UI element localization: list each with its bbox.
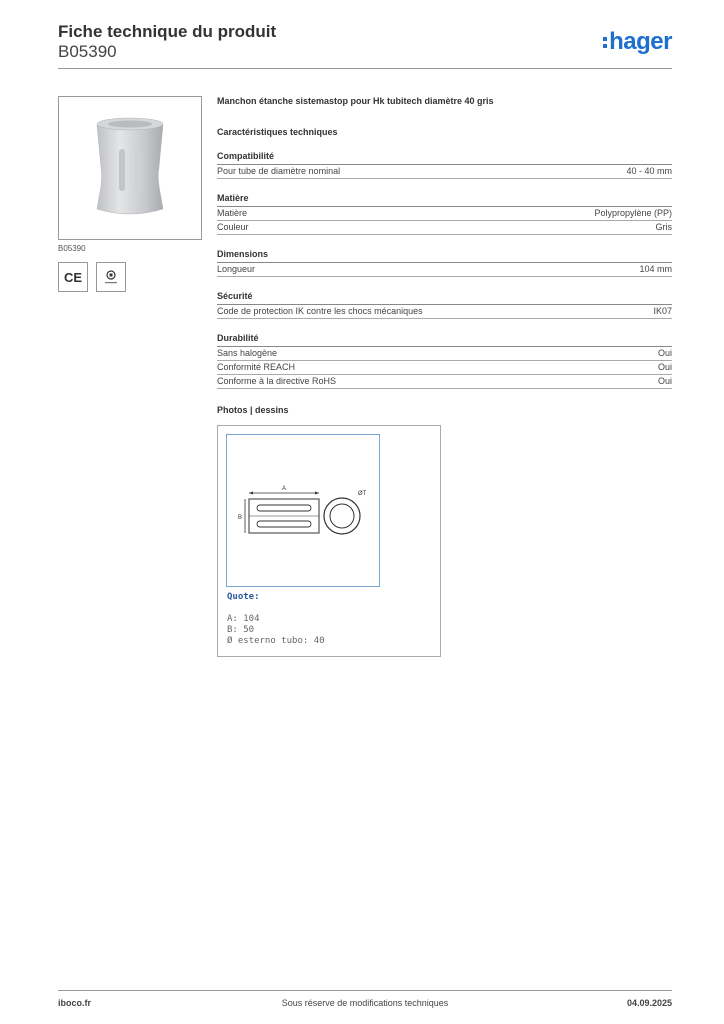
hager-logo bbox=[603, 28, 672, 56]
spec-group bbox=[217, 333, 672, 389]
logo-text: hager bbox=[609, 28, 672, 55]
dimension-drawing-icon bbox=[227, 435, 379, 586]
spec-value: IK07 bbox=[653, 306, 672, 316]
spec-group-title: Compatibilité bbox=[217, 151, 672, 165]
spec-row bbox=[217, 361, 672, 375]
spec-group bbox=[217, 291, 672, 319]
svg-text:B: B bbox=[237, 515, 243, 521]
sleeve-product-icon bbox=[59, 97, 201, 239]
spec-group-title: Matière bbox=[217, 193, 672, 207]
quote-line: Ø esterno tubo: 40 bbox=[227, 636, 325, 646]
spec-group bbox=[217, 193, 672, 235]
product-image bbox=[58, 96, 202, 240]
spec-value: Oui bbox=[657, 362, 672, 372]
footer-disclaimer: Sous réserve de modifications techniques bbox=[281, 998, 449, 1008]
spec-row bbox=[217, 165, 672, 179]
footer-site: iboco.fr bbox=[58, 998, 91, 1008]
spec-row bbox=[217, 221, 672, 235]
quote-line: B: 50 bbox=[227, 625, 255, 635]
document-header bbox=[58, 22, 276, 62]
spec-label: Couleur bbox=[217, 222, 249, 232]
footer-divider bbox=[58, 990, 672, 991]
spec-value: Polypropylène (PP) bbox=[594, 208, 672, 218]
product-image-caption: B05390 bbox=[58, 244, 86, 253]
drawing-frame bbox=[226, 434, 380, 587]
spec-group-title: Sécurité bbox=[217, 291, 672, 305]
spec-row bbox=[217, 263, 672, 277]
photos-heading: Photos | dessins bbox=[217, 405, 289, 415]
spec-row bbox=[217, 207, 672, 221]
spec-row bbox=[217, 347, 672, 361]
product-reference: B05390 bbox=[58, 42, 117, 61]
header-divider bbox=[58, 68, 672, 69]
spec-value: Gris bbox=[655, 222, 672, 232]
spec-group-title: Dimensions bbox=[217, 249, 672, 263]
spec-value: 40 - 40 mm bbox=[626, 166, 672, 176]
spec-label: Longueur bbox=[217, 264, 256, 274]
document-title: Fiche technique du produit bbox=[58, 22, 277, 41]
svg-text:ØT: ØT bbox=[358, 491, 367, 497]
footer-date: 04.09.2025 bbox=[626, 998, 672, 1008]
spec-group bbox=[217, 249, 672, 277]
spec-row bbox=[217, 375, 672, 389]
spec-label: Sans halogène bbox=[217, 348, 278, 358]
spec-value: Oui bbox=[657, 376, 672, 386]
spec-label: Matière bbox=[217, 208, 248, 218]
specs-heading: Caractéristiques techniques bbox=[217, 127, 338, 137]
ce-mark-icon: CE bbox=[58, 262, 88, 292]
spec-label: Pour tube de diamètre nominal bbox=[217, 166, 341, 176]
svg-text:A: A bbox=[281, 486, 287, 492]
spec-group bbox=[217, 151, 672, 179]
product-details bbox=[217, 96, 672, 389]
product-title: Manchon étanche sistemastop pour Hk tubitech diamètre 40 gris bbox=[217, 96, 494, 106]
enec-mark-icon bbox=[96, 262, 126, 292]
technical-drawing bbox=[217, 425, 441, 657]
spec-label: Conformité REACH bbox=[217, 362, 296, 372]
quote-line: A: 104 bbox=[227, 614, 260, 624]
spec-group-title: Durabilité bbox=[217, 333, 672, 347]
logo-dots-icon bbox=[603, 37, 607, 48]
spec-label: Conforme à la directive RoHS bbox=[217, 376, 337, 386]
spec-label: Code de protection IK contre les chocs mécaniques bbox=[217, 306, 423, 316]
spec-value: Oui bbox=[657, 348, 672, 358]
spec-value: 104 mm bbox=[639, 264, 672, 274]
quote-title: Quote: bbox=[227, 592, 260, 602]
spec-groups bbox=[217, 151, 672, 389]
spec-row bbox=[217, 305, 672, 319]
